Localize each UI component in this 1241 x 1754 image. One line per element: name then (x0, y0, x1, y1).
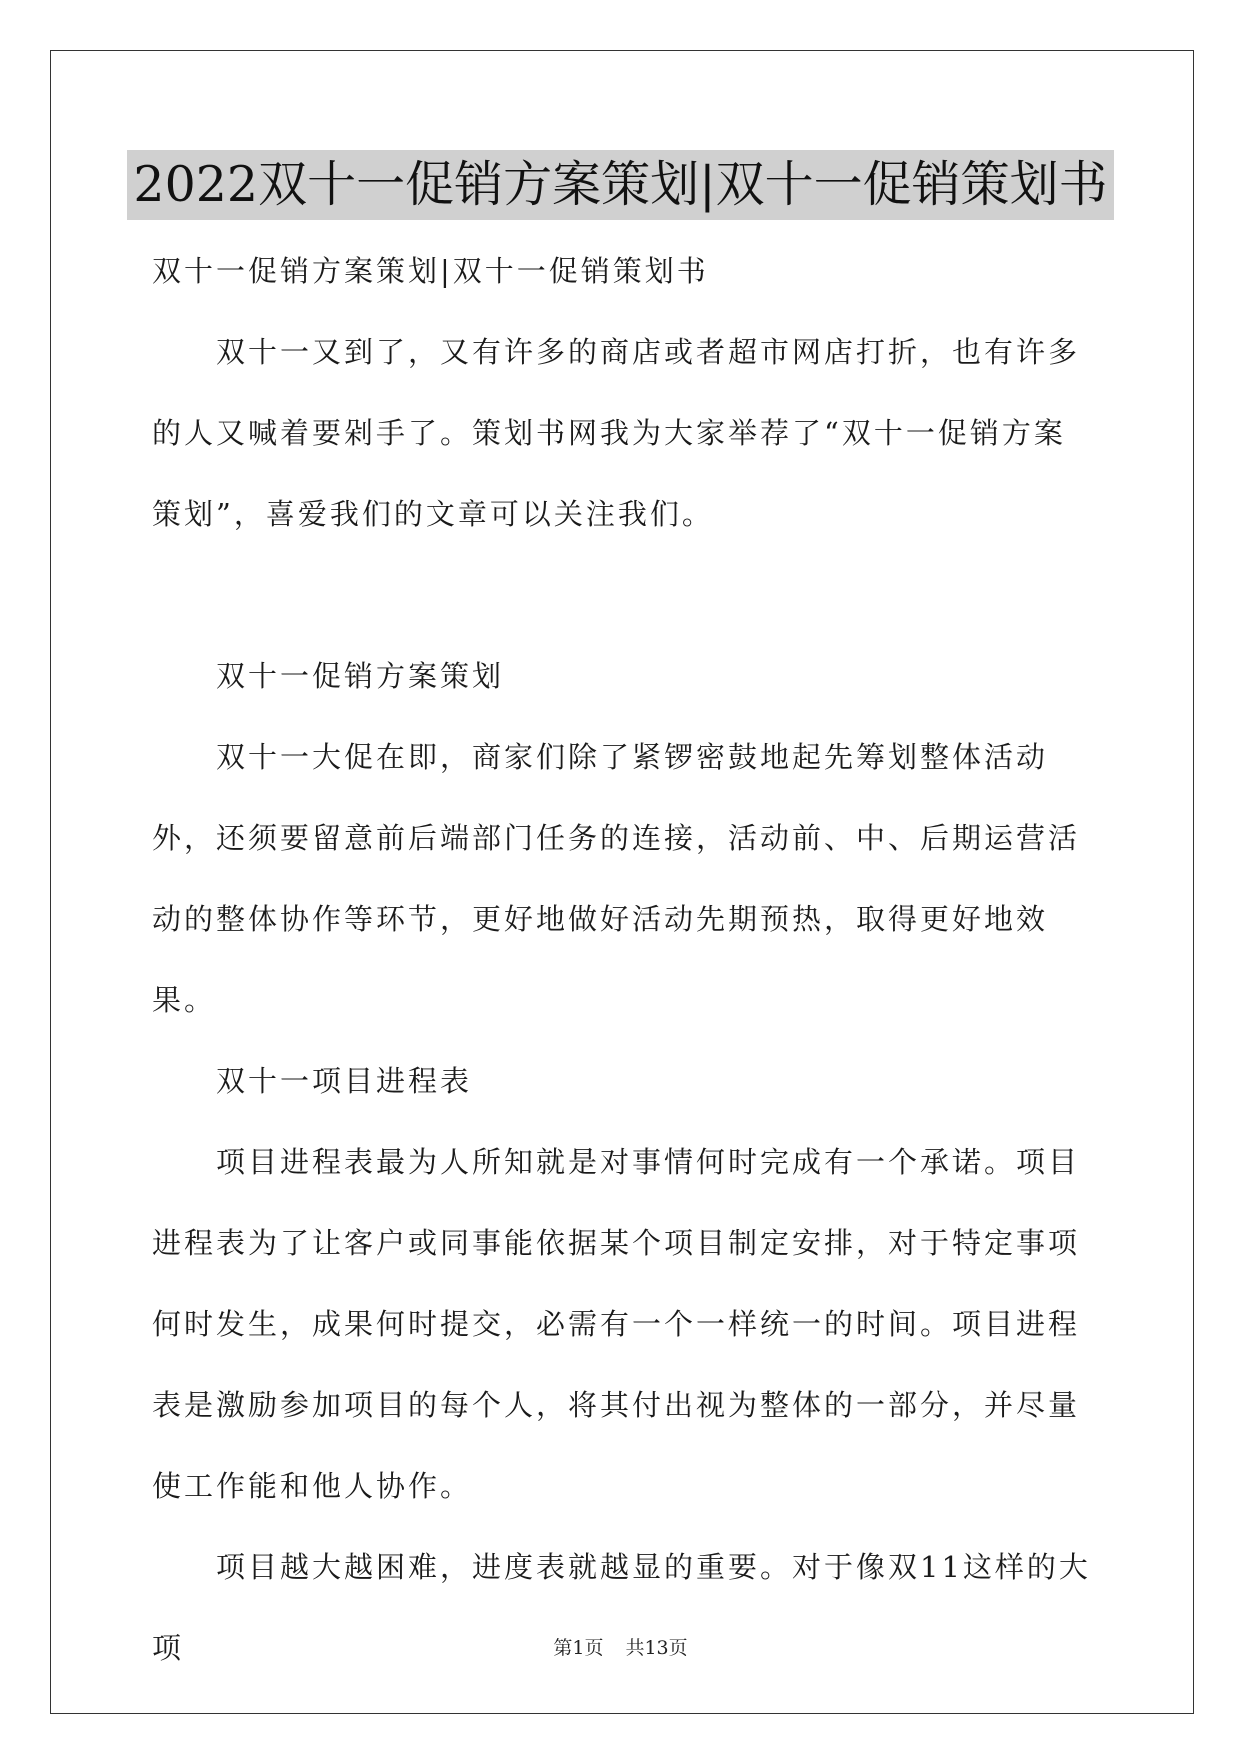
page-number: 第1页 (553, 1637, 604, 1659)
body-paragraph-schedule: 项目进程表最为人所知就是对事情何时完成有一个承诺。项目进程表为了让客户或同事能依据某个项目制定安排，对于特定事项何时发生，成果何时提交，必需有一个一样统一的时间。项目进程表是激励参加项目的每个人，将其付出视为整体的一部分，并尽量使工作能和他人协作。 (152, 1145, 1081, 1503)
document-body (152, 231, 1096, 1689)
page-total: 共13页 (625, 1637, 688, 1659)
document-title: 2022双十一促销方案策划|双十一促销策划书 (127, 150, 1113, 220)
page-footer (0, 1636, 1241, 1660)
title-container (0, 150, 1241, 220)
section-heading-promotion-plan: 双十一促销方案策划 (216, 659, 505, 693)
body-paragraph-project-size: 项目越大越困难，进度表就越显的重要。对于像双11这样的大项 (152, 1550, 1091, 1665)
body-paragraph-promotion: 双十一大促在即，商家们除了紧锣密鼓地起先筹划整体活动外，还须要留意前后端部门任务的连接，活动前、中、后期运营活动的整体协作等环节，更好地做好活动先期预热，取得更好地效果。 (152, 740, 1081, 1017)
document-subtitle: 双十一促销方案策划|双十一促销策划书 (152, 254, 709, 288)
intro-paragraph: 双十一又到了，又有许多的商店或者超市网店打折，也有许多的人又喊着要剁手了。策划书网我为大家举荐了“双十一促销方案策划”，喜爱我们的文章可以关注我们。 (152, 335, 1081, 531)
section-heading-project-schedule: 双十一项目进程表 (216, 1064, 473, 1098)
